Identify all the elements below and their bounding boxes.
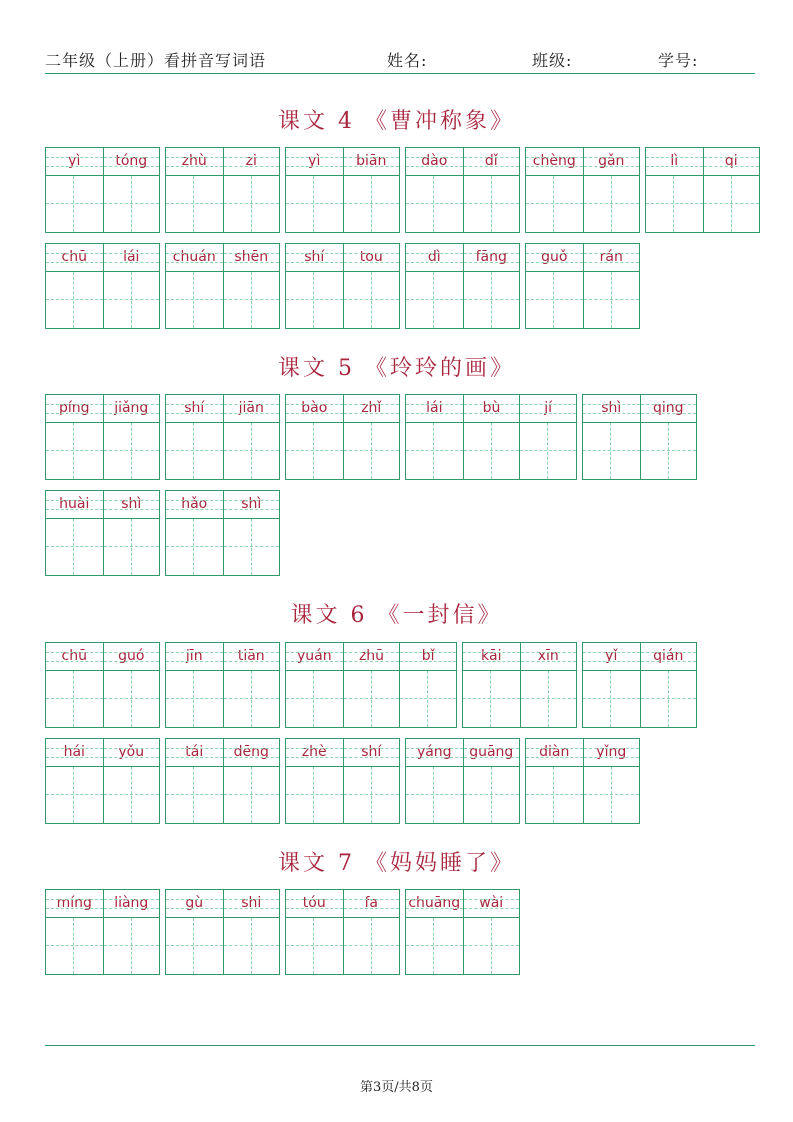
word-box [525, 738, 640, 824]
writing-grid[interactable] [46, 519, 103, 575]
pinyin-label: yì [46, 148, 103, 176]
worksheet-title: 二年级（上册）看拼音写词语 [45, 51, 267, 70]
character-cell [286, 643, 343, 727]
lesson-title: 课文 7 《妈妈睡了》 [278, 851, 515, 876]
character-cell [703, 148, 760, 232]
character-cell [343, 395, 400, 479]
pinyin-label: yǒu [104, 739, 160, 767]
writing-grid[interactable] [224, 519, 280, 575]
writing-grid[interactable] [344, 272, 400, 328]
pinyin-label: shì [583, 395, 640, 423]
writing-grid[interactable] [406, 272, 463, 328]
pinyin-label: bào [286, 395, 343, 423]
character-cell [640, 643, 697, 727]
pinyin-label: shí [344, 739, 400, 767]
writing-grid[interactable] [584, 767, 640, 823]
writing-grid[interactable] [46, 176, 103, 232]
character-cell [46, 643, 103, 727]
writing-grid[interactable] [166, 918, 223, 974]
character-cell [406, 148, 463, 232]
word-box [285, 738, 400, 824]
character-cell [406, 890, 463, 974]
character-cell [223, 491, 280, 575]
writing-grid[interactable] [104, 767, 160, 823]
character-cell [286, 148, 343, 232]
character-cell [343, 890, 400, 974]
pinyin-label: zhè [286, 739, 343, 767]
pinyin-label: shí [166, 395, 223, 423]
pinyin-label: píng [46, 395, 103, 423]
character-cell [103, 244, 160, 328]
word-box [462, 642, 577, 728]
word-box [45, 889, 160, 975]
pinyin-label: shēn [224, 244, 280, 272]
writing-grid[interactable] [224, 272, 280, 328]
word-box [165, 243, 280, 329]
writing-grid[interactable] [46, 272, 103, 328]
character-cell [46, 890, 103, 974]
character-cell [463, 395, 520, 479]
footer-divider [45, 1045, 755, 1046]
writing-grid[interactable] [464, 423, 520, 479]
word-box [525, 243, 640, 329]
character-cell [286, 890, 343, 974]
writing-grid[interactable] [704, 176, 760, 232]
character-cell [46, 148, 103, 232]
character-cell [103, 890, 160, 974]
pinyin-label: zhù [166, 148, 223, 176]
writing-grid[interactable] [406, 918, 463, 974]
writing-grid[interactable] [526, 272, 583, 328]
writing-grid[interactable] [463, 671, 520, 727]
character-cell [166, 244, 223, 328]
writing-grid[interactable] [583, 423, 640, 479]
writing-grid[interactable] [46, 423, 103, 479]
word-box [45, 147, 160, 233]
character-cell [223, 643, 280, 727]
character-cell [103, 148, 160, 232]
character-cell [406, 395, 463, 479]
word-box [165, 394, 280, 480]
writing-grid[interactable] [521, 671, 577, 727]
page-header [45, 46, 755, 72]
pinyin-label: chū [46, 244, 103, 272]
word-box [165, 490, 280, 576]
pinyin-label: huài [46, 491, 103, 519]
character-cell [103, 395, 160, 479]
word-box [45, 243, 160, 329]
word-box [45, 394, 160, 480]
character-cell [223, 395, 280, 479]
pinyin-label: chuán [166, 244, 223, 272]
pinyin-label: rán [584, 244, 640, 272]
lesson-title: 课文 6 《一封信》 [290, 603, 503, 628]
writing-grid[interactable] [400, 671, 456, 727]
lesson-title: 课文 5 《玲玲的画》 [278, 356, 515, 381]
character-cell [286, 739, 343, 823]
writing-grid[interactable] [46, 767, 103, 823]
pinyin-label: lái [104, 244, 160, 272]
writing-grid[interactable] [166, 423, 223, 479]
character-cell [640, 395, 697, 479]
character-cell [343, 643, 400, 727]
pinyin-label: biān [344, 148, 400, 176]
pinyin-label: bù [464, 395, 520, 423]
word-box [405, 243, 520, 329]
writing-grid[interactable] [166, 671, 223, 727]
writing-grid[interactable] [46, 918, 103, 974]
pinyin-label: dēng [224, 739, 280, 767]
writing-grid[interactable] [406, 176, 463, 232]
character-cell [463, 739, 520, 823]
writing-grid[interactable] [286, 918, 343, 974]
word-box [582, 642, 697, 728]
writing-grid[interactable] [344, 671, 400, 727]
pinyin-label: gù [166, 890, 223, 918]
word-box [165, 642, 280, 728]
writing-grid[interactable] [104, 519, 160, 575]
word-box [45, 738, 160, 824]
writing-grid[interactable] [46, 671, 103, 727]
character-cell [286, 395, 343, 479]
writing-grid[interactable] [224, 671, 280, 727]
character-cell [646, 148, 703, 232]
character-cell [463, 643, 520, 727]
character-cell [103, 739, 160, 823]
character-cell [166, 643, 223, 727]
pinyin-label: qián [641, 643, 697, 671]
word-box [582, 394, 697, 480]
character-cell [166, 890, 223, 974]
character-cell [463, 244, 520, 328]
pinyin-label: shì [104, 491, 160, 519]
writing-grid[interactable] [166, 767, 223, 823]
writing-grid[interactable] [166, 176, 223, 232]
writing-grid[interactable] [584, 272, 640, 328]
pinyin-label: tóu [286, 890, 343, 918]
pinyin-label: qi [704, 148, 760, 176]
character-cell [223, 244, 280, 328]
pinyin-label: zhū [344, 643, 400, 671]
character-cell [343, 739, 400, 823]
pinyin-label: tái [166, 739, 223, 767]
word-box [165, 889, 280, 975]
word-box [45, 642, 160, 728]
writing-grid[interactable] [464, 918, 520, 974]
pinyin-label: dǐ [464, 148, 520, 176]
pinyin-label: fa [344, 890, 400, 918]
writing-grid[interactable] [104, 176, 160, 232]
character-cell [46, 739, 103, 823]
pinyin-label: dào [406, 148, 463, 176]
character-cell [286, 244, 343, 328]
writing-grid[interactable] [641, 671, 697, 727]
pinyin-label: yáng [406, 739, 463, 767]
pinyin-label: tiān [224, 643, 280, 671]
character-cell [520, 643, 577, 727]
pinyin-label: guāng [464, 739, 520, 767]
writing-grid[interactable] [526, 767, 583, 823]
header-divider [45, 73, 755, 74]
pinyin-label: wài [464, 890, 520, 918]
character-cell [406, 244, 463, 328]
writing-grid[interactable] [104, 671, 160, 727]
pinyin-label: hái [46, 739, 103, 767]
pinyin-label: jiān [224, 395, 280, 423]
character-cell [463, 890, 520, 974]
pinyin-label: diàn [526, 739, 583, 767]
word-box [285, 394, 400, 480]
writing-grid[interactable] [104, 272, 160, 328]
pinyin-label: qing [641, 395, 697, 423]
character-cell [343, 148, 400, 232]
pinyin-label: lì [646, 148, 703, 176]
writing-grid[interactable] [641, 423, 697, 479]
pinyin-label: jīn [166, 643, 223, 671]
character-cell [583, 244, 640, 328]
pinyin-label: gǎn [584, 148, 640, 176]
word-box [285, 147, 400, 233]
pinyin-label: lái [406, 395, 463, 423]
writing-grid[interactable] [224, 423, 280, 479]
word-box [285, 243, 400, 329]
pinyin-label: shí [286, 244, 343, 272]
pinyin-label: guǒ [526, 244, 583, 272]
writing-grid[interactable] [464, 176, 520, 232]
pinyin-label: shi [224, 890, 280, 918]
character-cell [399, 643, 456, 727]
character-cell [223, 739, 280, 823]
character-cell [583, 643, 640, 727]
character-cell [166, 491, 223, 575]
pinyin-label: guó [104, 643, 160, 671]
writing-grid[interactable] [344, 918, 400, 974]
pinyin-label: chuāng [406, 890, 463, 918]
pinyin-label: zhǐ [344, 395, 400, 423]
pinyin-label: yì [286, 148, 343, 176]
character-cell [223, 890, 280, 974]
writing-grid[interactable] [166, 519, 223, 575]
word-box [285, 642, 457, 728]
writing-grid[interactable] [344, 423, 400, 479]
character-cell [526, 739, 583, 823]
writing-grid[interactable] [104, 423, 160, 479]
word-box [645, 147, 760, 233]
pinyin-label: zi [224, 148, 280, 176]
writing-grid[interactable] [344, 767, 400, 823]
word-box [165, 147, 280, 233]
writing-grid[interactable] [344, 176, 400, 232]
character-cell [406, 739, 463, 823]
writing-grid[interactable] [526, 176, 583, 232]
pinyin-label: shì [224, 491, 280, 519]
writing-grid[interactable] [166, 272, 223, 328]
character-cell [463, 148, 520, 232]
character-cell [46, 491, 103, 575]
word-box [405, 394, 577, 480]
pinyin-label: jí [520, 395, 576, 423]
writing-grid[interactable] [583, 671, 640, 727]
character-cell [46, 244, 103, 328]
word-box [285, 889, 400, 975]
writing-grid[interactable] [464, 767, 520, 823]
pinyin-label: hǎo [166, 491, 223, 519]
writing-grid[interactable] [464, 272, 520, 328]
writing-grid[interactable] [286, 767, 343, 823]
writing-grid[interactable] [520, 423, 576, 479]
pinyin-label: jiǎng [104, 395, 160, 423]
pinyin-label: yǐng [584, 739, 640, 767]
character-cell [103, 643, 160, 727]
character-cell [583, 739, 640, 823]
writing-grid[interactable] [224, 767, 280, 823]
pinyin-label: xīn [521, 643, 577, 671]
word-box [45, 490, 160, 576]
character-cell [583, 395, 640, 479]
pinyin-label: bǐ [400, 643, 456, 671]
character-cell [583, 148, 640, 232]
word-box [525, 147, 640, 233]
word-box [405, 889, 520, 975]
lesson-title: 课文 4 《曹冲称象》 [278, 109, 515, 134]
pinyin-label: dì [406, 244, 463, 272]
student-number-label: 学号: [658, 51, 699, 70]
pinyin-label: liàng [104, 890, 160, 918]
pinyin-label: kāi [463, 643, 520, 671]
character-cell [166, 395, 223, 479]
word-box [405, 147, 520, 233]
pinyin-label: yǐ [583, 643, 640, 671]
pinyin-label: míng [46, 890, 103, 918]
writing-grid[interactable] [286, 671, 343, 727]
character-cell [343, 244, 400, 328]
writing-grid[interactable] [646, 176, 703, 232]
writing-grid[interactable] [286, 176, 343, 232]
writing-grid[interactable] [104, 918, 160, 974]
writing-grid[interactable] [406, 767, 463, 823]
character-cell [519, 395, 576, 479]
writing-grid[interactable] [584, 176, 640, 232]
word-box [405, 738, 520, 824]
word-box [165, 738, 280, 824]
character-cell [103, 491, 160, 575]
character-cell [166, 739, 223, 823]
writing-grid[interactable] [286, 423, 343, 479]
page-number: 第3页/共8页 [360, 1080, 433, 1095]
writing-grid[interactable] [286, 272, 343, 328]
character-cell [46, 395, 103, 479]
pinyin-label: fāng [464, 244, 520, 272]
character-cell [526, 244, 583, 328]
character-cell [166, 148, 223, 232]
writing-grid[interactable] [224, 176, 280, 232]
pinyin-label: yuán [286, 643, 343, 671]
pinyin-label: chèng [526, 148, 583, 176]
class-label: 班级: [532, 51, 573, 70]
pinyin-label: tóng [104, 148, 160, 176]
character-cell [223, 148, 280, 232]
character-cell [526, 148, 583, 232]
name-label: 姓名: [387, 51, 428, 70]
pinyin-label: chū [46, 643, 103, 671]
writing-grid[interactable] [224, 918, 280, 974]
pinyin-label: tou [344, 244, 400, 272]
writing-grid[interactable] [406, 423, 463, 479]
